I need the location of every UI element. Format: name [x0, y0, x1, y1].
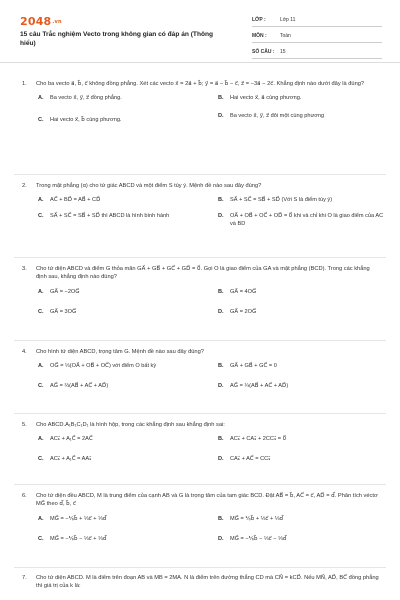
option-a[interactable]: [38, 94, 208, 102]
option-text: AC₁⃗ + CA₁⃗ + 2CC₁⃗ = 0⃗: [230, 436, 287, 443]
option-letter: D.: [218, 383, 224, 390]
option-letter: A.: [38, 288, 44, 295]
option-d[interactable]: [218, 535, 388, 543]
options: [38, 288, 382, 326]
meta-row-socau: [252, 46, 382, 59]
option-letter: A.: [38, 95, 44, 102]
option-letter: C.: [38, 213, 44, 220]
option-c[interactable]: [38, 382, 208, 390]
option-letter: B.: [218, 363, 224, 370]
question-text: Cho hình tứ diện ABCD, trọng tâm G. Mệnh đề nào sau đây đúng?: [36, 349, 204, 355]
option-b[interactable]: [218, 196, 398, 204]
brand-name: 2048: [20, 15, 52, 28]
question-number: 1.: [22, 81, 27, 87]
question-2: [22, 182, 382, 236]
option-d[interactable]: [218, 382, 388, 390]
option-letter: D.: [218, 456, 224, 463]
option-text: SA⃗ + SC⃗ = SB⃗ + SD⃗ thì ABCD là hình bình hành: [50, 213, 170, 220]
question-6: [22, 492, 382, 553]
options: [38, 362, 382, 398]
meta-row-mon: [252, 30, 382, 43]
question-number: 4.: [22, 349, 27, 355]
question-number: 7.: [22, 575, 27, 581]
option-text: Hai vecto x⃗, a⃗ cùng phương.: [230, 95, 302, 102]
options: [38, 515, 382, 553]
option-letter: A.: [38, 197, 44, 204]
options: [38, 435, 382, 473]
option-text: MG⃗ = −⅙b⃗ − ⅓c⃗ + ⅓d⃗: [50, 535, 107, 542]
divider: [14, 567, 386, 568]
option-a[interactable]: [38, 362, 213, 370]
option-letter: D.: [218, 308, 224, 315]
divider: [14, 257, 386, 258]
option-text: MG⃗ = ⅙b⃗ + ⅓c⃗ + ⅓d⃗: [230, 515, 284, 522]
option-b[interactable]: [218, 288, 388, 296]
question-number: 3.: [22, 266, 27, 272]
option-letter: B.: [218, 515, 224, 522]
option-d[interactable]: [218, 212, 390, 228]
option-text: AG⃗ = ⅔(AB⃗ + AC⃗ + AD⃗): [50, 383, 109, 390]
brand-suffix: .vn: [52, 19, 62, 25]
socau-value: 15: [280, 49, 286, 55]
divider: [14, 340, 386, 341]
option-text: CA₁⃗ + AC⃗ = CC₁⃗: [230, 456, 271, 463]
option-a[interactable]: [38, 288, 208, 296]
option-c[interactable]: [38, 212, 200, 220]
option-letter: C.: [38, 308, 44, 315]
option-d[interactable]: [218, 308, 388, 316]
option-text: Ba vecto x⃗, y⃗, z⃗ đôi một cùng phương: [230, 113, 325, 120]
question-number: 2.: [22, 183, 27, 189]
divider: [14, 174, 386, 175]
question-5: [22, 421, 382, 473]
options: [38, 196, 382, 236]
question-text: Trong mặt phẳng (α) cho tứ giác ABCD và một điểm S tùy ý. Mệnh đề nào sau đây đúng?: [36, 183, 262, 189]
option-letter: A.: [38, 436, 44, 443]
option-letter: B.: [218, 436, 224, 443]
question-text: Cho ba vecto a⃗, b⃗, c⃗ không đồng phẳng. Xét các vecto x⃗ = 2a⃗ + b⃗; y⃗ = a⃗ − b⃗ − c⃗, z⃗ = −3a⃗ − 2c⃗. Khẳng định nào dưới đây là đúng?: [36, 81, 365, 87]
option-letter: D.: [218, 213, 224, 220]
option-letter: D.: [218, 535, 224, 542]
option-text: Hai vecto x⃗, b⃗ cùng phương.: [50, 117, 122, 124]
option-text: GA⃗ = −2OG⃗: [50, 288, 80, 295]
option-text: AC₁⃗ + A₁C⃗ = AA₁⃗: [50, 456, 92, 463]
option-a[interactable]: [38, 196, 208, 204]
divider: [14, 413, 386, 414]
option-letter: C.: [38, 535, 44, 542]
option-letter: A.: [38, 515, 44, 522]
question-number: 6.: [22, 493, 27, 499]
question-text: Cho ABCD.A₁B₁C₁D₁ là hình hộp, trong các khẳng định sau khẳng định sai:: [36, 422, 225, 428]
option-c[interactable]: [38, 455, 208, 463]
options: [38, 94, 382, 138]
option-letter: B.: [218, 197, 224, 204]
option-b[interactable]: [218, 94, 388, 102]
option-text: GA⃗ + GB⃗ + GC⃗ = 0: [230, 363, 277, 370]
option-d[interactable]: [218, 455, 388, 463]
option-text: Ba vecto x⃗, y⃗, z⃗ đồng phẳng.: [50, 95, 122, 102]
mon-label: MÔN :: [252, 33, 267, 39]
lop-label: LỚP :: [252, 17, 266, 23]
option-text: GA⃗ = 3OG⃗: [50, 308, 77, 315]
option-c[interactable]: [38, 116, 208, 124]
option-c[interactable]: [38, 308, 208, 316]
option-text: AC₁⃗ + A₁C⃗ = 2AC⃗: [50, 436, 93, 443]
option-text: AG⃗ = ¼(AB⃗ + AC⃗ + AD⃗): [230, 383, 289, 390]
question-text: Cho tứ diện ABCD. M là điểm trên đoạn AB và MB = 2MA. N là điểm trên đường thẳng CD mà CN⃗ = kCD⃗. Nếu MN⃗, AD⃗, BC⃗ đồng phẳng thì giá trị của k là:: [36, 575, 379, 590]
option-letter: C.: [38, 456, 44, 463]
option-a[interactable]: [38, 435, 208, 443]
option-a[interactable]: [38, 515, 208, 523]
option-c[interactable]: [38, 535, 208, 543]
brand-logo[interactable]: [20, 15, 62, 28]
option-letter: B.: [218, 95, 224, 102]
option-text: AC⃗ + BD⃗ = AB⃗ + CD⃗: [50, 197, 101, 204]
lop-value: Lớp 11: [280, 17, 296, 23]
option-d[interactable]: [218, 112, 380, 120]
mon-value: Toán: [280, 33, 291, 39]
option-text: MG⃗ = −⅙b⃗ + ⅓c⃗ + ⅓d⃗: [50, 515, 107, 522]
option-text: OA⃗ + OB⃗ + OC⃗ + OD⃗ = 0⃗ khi và chỉ khi O là giao điểm của AC và BD: [230, 213, 384, 228]
question-number: 5.: [22, 422, 27, 428]
option-text: MG⃗ = −⅙b⃗ − ⅓c⃗ − ⅓d⃗: [230, 535, 287, 542]
question-1: [22, 80, 382, 138]
option-text: OG⃗ = ⅓(OA⃗ + OB⃗ + OC⃗) với điểm O bất kỳ: [50, 363, 157, 370]
option-b[interactable]: [218, 362, 388, 370]
option-b[interactable]: [218, 435, 388, 443]
option-text: GA⃗ = 4OG⃗: [230, 288, 257, 295]
option-text: SA⃗ + SC⃗ = SB⃗ + SD⃗ (Với S là điểm tùy ý): [230, 197, 333, 204]
question-4: [22, 348, 382, 398]
option-letter: D.: [218, 113, 224, 120]
divider: [14, 484, 386, 485]
option-letter: A.: [38, 363, 44, 370]
option-text: GA⃗ = 2OG⃗: [230, 308, 257, 315]
option-b[interactable]: [218, 515, 388, 523]
option-letter: C.: [38, 117, 44, 124]
question-7: [22, 574, 382, 591]
question-text: Cho tứ diện đều ABCD, M là trung điểm của cạnh AB và G là trọng tâm của tam giác BCD. Đặt AB⃗ = b⃗, AC⃗ = c⃗, AD⃗ = d⃗. Phân tích véctơ MG⃗ theo d⃗, b⃗, c⃗: [36, 493, 378, 508]
question-3: [22, 265, 382, 326]
page-header: [0, 0, 400, 63]
page-title: 15 câu Trắc nghiệm Vecto trong không gian có đáp án (Thông hiểu): [20, 31, 214, 47]
meta-box: [252, 14, 382, 62]
question-text: Cho tứ diện ABCD và điểm G thỏa mãn GA⃗ + GB⃗ + GC⃗ + GD⃗ = 0⃗. Gọi O là giao điểm của GA và mặt phẳng (BCD). Trong các khẳng định sau, khẳng định nào đúng?: [36, 266, 370, 281]
option-letter: C.: [38, 383, 44, 390]
meta-row-lop: [252, 14, 382, 27]
option-letter: B.: [218, 288, 224, 295]
socau-label: SỐ CÂU :: [252, 49, 275, 55]
